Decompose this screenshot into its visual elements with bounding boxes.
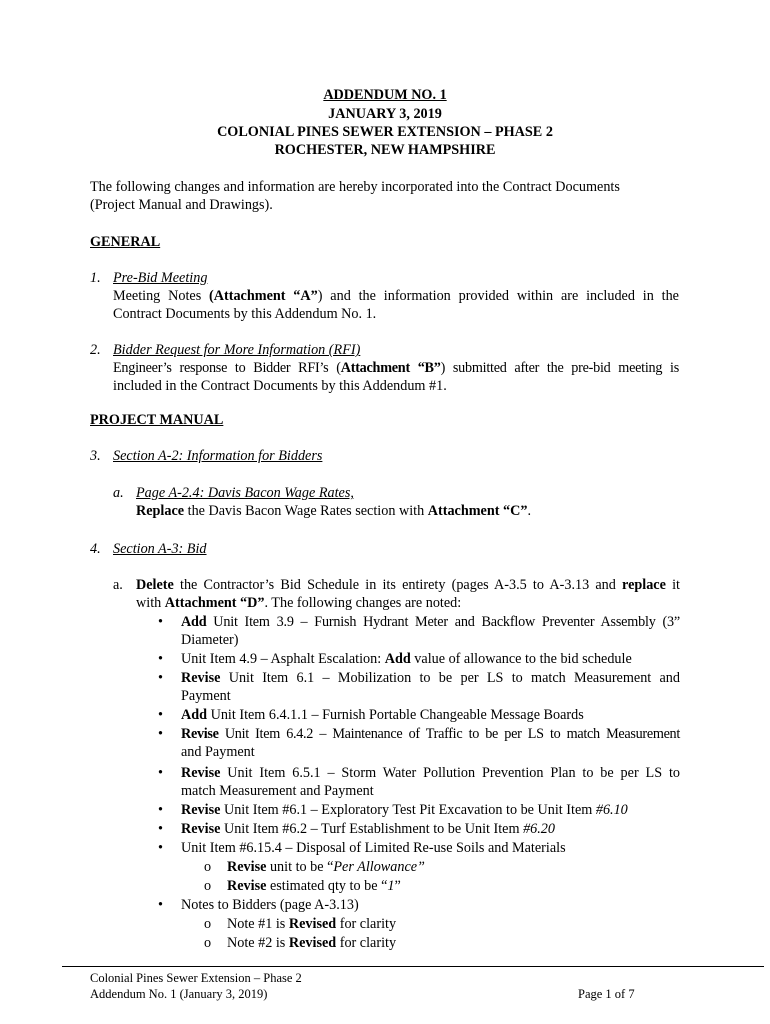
footer-divider — [62, 966, 764, 967]
bullet-icon — [158, 650, 168, 669]
item-2-number: 2. — [90, 342, 101, 358]
bullet-3-line-1: Revise Unit Item 6.1 – Mobilization to be per LS to match Measurement and — [181, 670, 680, 686]
item-3-number: 3. — [90, 448, 101, 464]
bullet-icon — [158, 764, 168, 783]
bullet-icon — [158, 896, 168, 915]
bullet-1-line-2: Diameter) — [181, 632, 239, 648]
bullet-6-line-1: Revise Unit Item 6.5.1 – Storm Water Pollution Prevention Plan to be per LS to — [181, 765, 680, 781]
intro-line-2: (Project Manual and Drawings). — [90, 197, 273, 213]
sub-bullet-icon: o — [204, 878, 212, 894]
bullet-7: Revise Unit Item #6.1 – Exploratory Test Pit Excavation to be Unit Item #6.10 — [181, 802, 628, 818]
bullet-10-sub-1: Note #1 is Revised for clarity — [227, 916, 397, 932]
footer-project: Colonial Pines Sewer Extension – Phase 2 — [90, 971, 302, 985]
bullet-3-line-2: Payment — [181, 688, 231, 704]
general-heading: GENERAL — [90, 234, 161, 250]
item-2-title: Bidder Request for More Information (RFI) — [113, 342, 361, 358]
item-3a-title: Page A-2.4: Davis Bacon Wage Rates, — [136, 485, 354, 501]
bullet-icon — [158, 706, 168, 725]
bullet-6-line-2: match Measurement and Payment — [181, 783, 374, 799]
item-3-title: Section A-2: Information for Bidders — [113, 448, 323, 464]
bullet-icon — [158, 820, 168, 839]
bullet-icon — [158, 613, 168, 632]
project-manual-heading: PROJECT MANUAL — [90, 412, 224, 428]
item-4a-letter: a. — [113, 577, 123, 593]
bullet-5-line-1: Revise Unit Item 6.4.2 – Maintenance of Traffic to be per LS to match Measurement — [181, 726, 680, 742]
bullet-icon — [158, 801, 168, 820]
item-3a-letter: a. — [113, 485, 124, 501]
item-4-title: Section A-3: Bid — [113, 541, 207, 557]
item-2-line-1: Engineer’s response to Bidder RFI’s (Attachment “B”) submitted after the pre-bid meeting is — [113, 360, 680, 376]
project-title: COLONIAL PINES SEWER EXTENSION – PHASE 2 — [217, 124, 553, 140]
intro-line-1: The following changes and information are hereby incorporated into the Contract Documents — [90, 179, 620, 195]
item-1-number: 1. — [90, 270, 101, 286]
bullet-2: Unit Item 4.9 – Asphalt Escalation: Add value of allowance to the bid schedule — [181, 651, 632, 667]
bullet-4: Add Unit Item 6.4.1.1 – Furnish Portable Changeable Message Boards — [181, 707, 584, 723]
sub-bullet-icon: o — [204, 916, 212, 932]
item-1-line-2: Contract Documents by this Addendum No. 1. — [113, 306, 377, 322]
item-1-title: Pre-Bid Meeting — [113, 270, 208, 286]
bullet-icon — [158, 669, 168, 688]
bullet-8: Revise Unit Item #6.2 – Turf Establishment to be Unit Item #6.20 — [181, 821, 555, 837]
item-1-line-1: Meeting Notes (Attachment “A”) and the information provided within are included in the — [113, 288, 679, 304]
project-location: ROCHESTER, NEW HAMPSHIRE — [274, 142, 496, 158]
page-number: Page 1 of 7 — [578, 987, 635, 1001]
bullet-9-sub-1: Revise unit to be “Per Allowance” — [227, 859, 425, 875]
addendum-date: JANUARY 3, 2019 — [328, 106, 442, 122]
item-4a-line-2: with Attachment “D”. The following changes are noted: — [136, 595, 462, 611]
bullet-10: Notes to Bidders (page A-3.13) — [181, 897, 359, 913]
sub-bullet-icon: o — [204, 859, 212, 875]
bullet-1-line-1: Add Unit Item 3.9 – Furnish Hydrant Meter and Backflow Preventer Assembly (3” — [181, 614, 680, 630]
sub-bullet-icon: o — [204, 935, 212, 951]
addendum-title: ADDENDUM NO. 1 — [323, 87, 447, 103]
bullet-10-sub-2: Note #2 is Revised for clarity — [227, 935, 397, 951]
item-4a-line-1: Delete the Contractor’s Bid Schedule in its entirety (pages A-3.5 to A-3.13 and replace it — [136, 577, 680, 593]
bullet-9: Unit Item #6.15.4 – Disposal of Limited Re-use Soils and Materials — [181, 840, 566, 856]
footer-addendum: Addendum No. 1 (January 3, 2019) — [90, 987, 268, 1001]
bullet-icon — [158, 725, 168, 744]
item-3a-line: Replace the Davis Bacon Wage Rates section with Attachment “C”. — [136, 503, 531, 519]
bullet-9-sub-2: Revise estimated qty to be “1” — [227, 878, 401, 894]
bullet-icon — [158, 839, 168, 858]
bullet-5-line-2: and Payment — [181, 744, 255, 760]
item-4-number: 4. — [90, 541, 101, 557]
item-2-line-2: included in the Contract Documents by this Addendum #1. — [113, 378, 447, 394]
